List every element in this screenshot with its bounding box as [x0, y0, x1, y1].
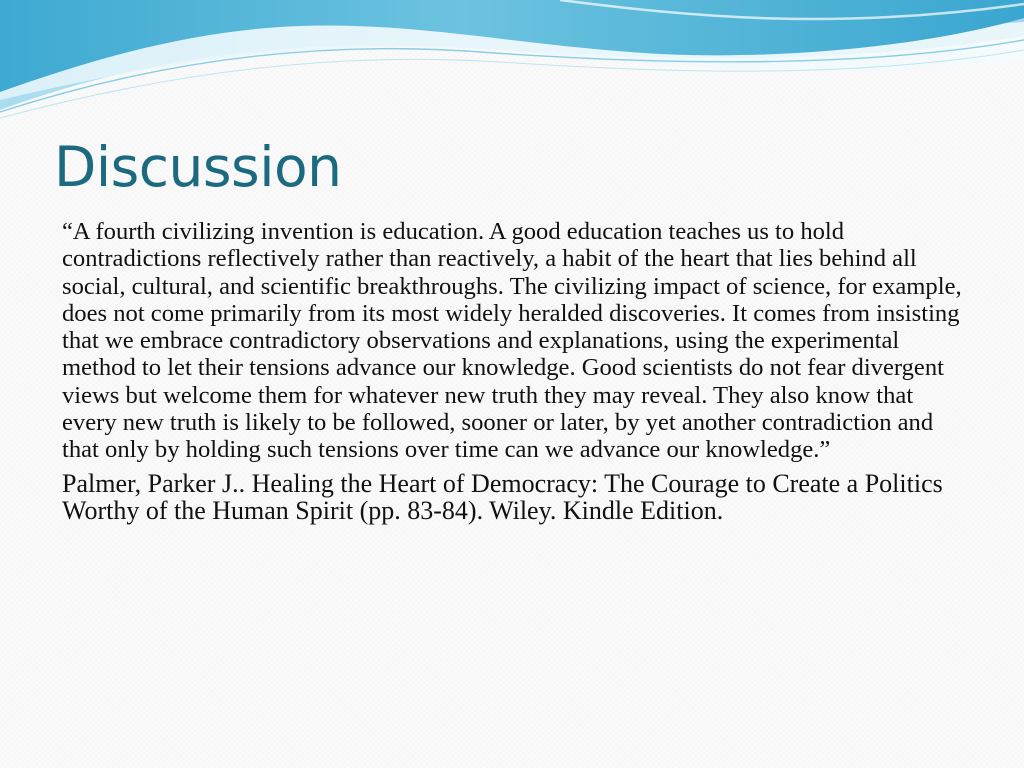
slide-body [62, 218, 972, 525]
quote-text: “A fourth civilizing invention is education. A good education teaches us to hold contradictions reflectively rather than reactively, a habit of the heart that lies behind all social, cultural, and scientific breakthroughs. The civilizing impact of science, for example, does not come primarily from its most widely heralded discoveries. It comes from insisting that we embrace contradictory observations and explanations, using the experimental method to let their tensions advance our knowledge. Good scientists do not fear divergent views but welcome them for whatever new truth they may reveal. They also know that every new truth is likely to be followed, sooner or later, by yet another contradiction and that only by holding such tensions over time can we advance our knowledge.” [62, 218, 962, 464]
decorative-wave-banner [0, 0, 1024, 130]
citation-text: Palmer, Parker J.. Healing the Heart of Democracy: The Courage to Create a Politics Worthy of the Human Spirit (pp. 83-84). Wiley. Kindle Edition. [62, 468, 943, 526]
slide-title: Discussion [54, 135, 342, 199]
